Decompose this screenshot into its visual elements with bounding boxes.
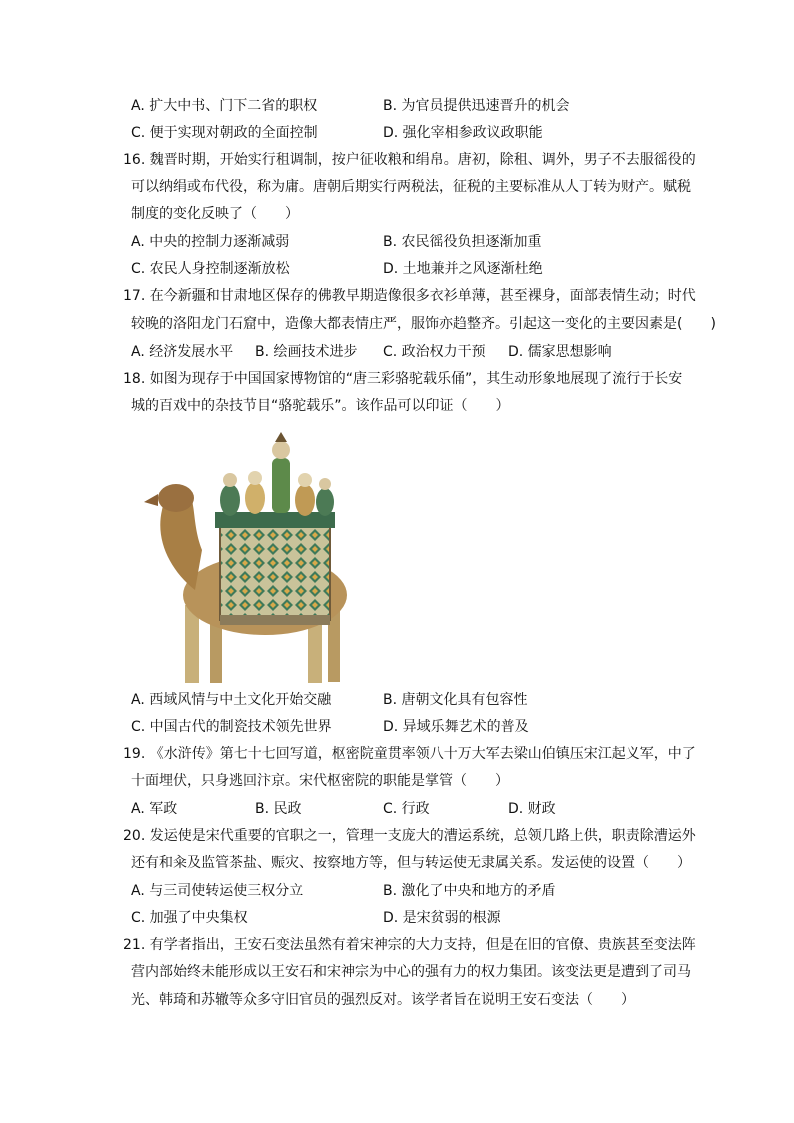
q20-stem-line-2: 还有和籴及监管茶盐、赈灾、按察地方等，但与转运使无隶属关系。发运使的设置（ ） xyxy=(131,855,691,871)
q16-option-d: D. 土地兼并之风逐渐杜绝 xyxy=(383,261,543,277)
q16-stem-line-3: 制度的变化反映了（ ） xyxy=(131,206,299,222)
q20-stem-line-1: 20. 发运使是宋代重要的官职之一，管理一支庞大的漕运系统，总领几路上供，职责除漕运外 xyxy=(123,828,696,844)
q19-stem-line-2: 十面埋伏，只身逃回汴京。宋代枢密院的职能是掌管（ ） xyxy=(131,773,509,789)
tang-sancai-camel-figure xyxy=(140,430,355,685)
q20-option-b: B. 激化了中央和地方的矛盾 xyxy=(383,883,556,899)
q16-option-b: B. 农民徭役负担逐渐加重 xyxy=(383,234,542,250)
q18-stem-line-1: 18. 如图为现存于中国国家博物馆的“唐三彩骆驼载乐俑”，其生动形象地展现了流行于长安 xyxy=(123,371,683,387)
q17-stem-line-1: 17. 在今新疆和甘肃地区保存的佛教早期造像很多衣衫单薄，甚至裸身，面部表情生动；时代 xyxy=(123,288,696,304)
q16-option-c: C. 农民人身控制逐渐放松 xyxy=(131,261,290,277)
q18-option-d: D. 异域乐舞艺术的普及 xyxy=(383,719,529,735)
q20-option-a: A. 与三司使转运使三权分立 xyxy=(131,883,304,899)
q19-stem-line-1: 19. 《水浒传》第七十七回写道，枢密院童贯率领八十万大军去梁山伯镇压宋江起义军，中了 xyxy=(123,746,696,762)
q15-option-b: B. 为官员提供迅速晋升的机会 xyxy=(383,98,570,114)
q20-option-c: C. 加强了中央集权 xyxy=(131,910,248,926)
q17-option-b: B. 绘画技术进步 xyxy=(255,344,358,360)
q16-stem-line-2: 可以纳绢或布代役，称为庸。唐朝后期实行两税法，征税的主要标准从人丁转为财产。赋税 xyxy=(131,179,691,195)
q15-option-d: D. 强化宰相参政议政职能 xyxy=(383,125,543,141)
q17-stem-line-2: 较晚的洛阳龙门石窟中，造像大都表情庄严，服饰亦趋整齐。引起这一变化的主要因素是( ) xyxy=(131,316,716,332)
q17-option-a: A. 经济发展水平 xyxy=(131,344,234,360)
q19-option-d: D. 财政 xyxy=(508,801,556,817)
q16-stem-line-1: 16. 魏晋时期，开始实行租调制，按户征收粮和绢帛。唐初，除租、调外，男子不去服徭役的 xyxy=(123,152,696,168)
q18-option-a: A. 西域风情与中土文化开始交融 xyxy=(131,692,332,708)
q18-option-b: B. 唐朝文化具有包容性 xyxy=(383,692,528,708)
q16-option-a: A. 中央的控制力逐渐减弱 xyxy=(131,234,290,250)
q19-option-b: B. 民政 xyxy=(255,801,302,817)
q18-option-c: C. 中国古代的制瓷技术领先世界 xyxy=(131,719,332,735)
q17-option-d: D. 儒家思想影响 xyxy=(508,344,612,360)
q15-option-c: C. 便于实现对朝政的全面控制 xyxy=(131,125,318,141)
q21-stem-line-1: 21. 有学者指出，王安石变法虽然有着宋神宗的大力支持，但是在旧的官僚、贵族甚至变法阵 xyxy=(123,937,696,953)
q17-option-c: C. 政治权力干预 xyxy=(383,344,486,360)
q20-option-d: D. 是宋贫弱的根源 xyxy=(383,910,501,926)
q21-stem-line-3: 光、韩琦和苏辙等众多守旧官员的强烈反对。该学者旨在说明王安石变法（ ） xyxy=(131,992,635,1008)
q15-option-a: A. 扩大中书、门下二省的职权 xyxy=(131,98,318,114)
q21-stem-line-2: 营内部始终未能形成以王安石和宋神宗为中心的强有力的权力集团。该变法更是遭到了司马 xyxy=(131,964,691,980)
q19-option-c: C. 行政 xyxy=(383,801,430,817)
q19-option-a: A. 军政 xyxy=(131,801,178,817)
q18-stem-line-2: 城的百戏中的杂技节目“骆驼载乐”。该作品可以印证（ ） xyxy=(131,398,510,414)
